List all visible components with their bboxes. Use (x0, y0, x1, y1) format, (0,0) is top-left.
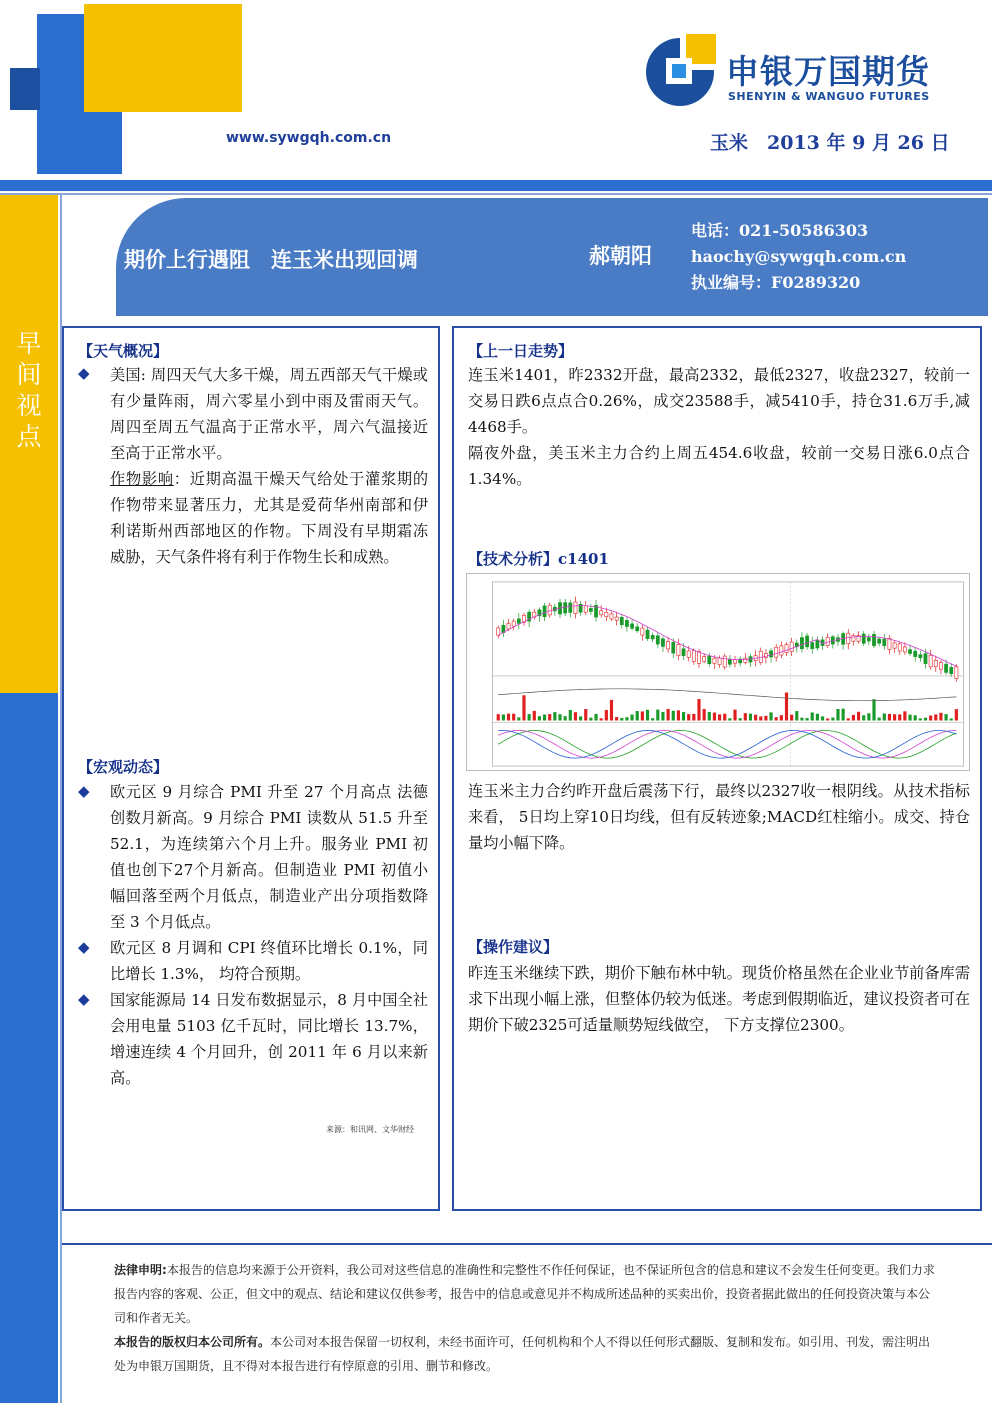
volume-bar (842, 709, 845, 721)
volume-bar (867, 713, 870, 720)
author-contact (691, 218, 906, 296)
volume-bar (507, 714, 510, 721)
source-note: 来源：和讯网、文华财经 (326, 1125, 414, 1134)
volume-bar (862, 715, 865, 720)
right-column-box (452, 326, 982, 1211)
candle-body (677, 644, 680, 655)
volume-bar (764, 716, 767, 721)
logo-english-name: SHENYIN & WANGUO FUTURES (728, 90, 930, 103)
volume-bar (574, 712, 577, 720)
candle-body (929, 655, 932, 667)
candle-body (893, 643, 896, 648)
candle-body (950, 667, 953, 673)
candle-body (667, 642, 670, 649)
macro-heading: 【宏观动态】 (78, 758, 169, 776)
candle-body (687, 651, 690, 657)
volume-bar (893, 714, 896, 720)
tech-paragraph: 连玉米主力合约昨开盘后震荡下行，最终以2327收一根阴线。从技术指标来看， 5日均上穿10日均线，但有反转迹象;MACD红柱缩小。成交、持仓量均小幅下降。 (468, 782, 970, 852)
candle-body (718, 658, 721, 664)
candle-body (908, 650, 911, 654)
weather-paragraph (110, 362, 428, 570)
volume-bar (775, 717, 778, 720)
volume-bar (512, 714, 515, 721)
candle-body (872, 634, 875, 645)
volume-bar (795, 711, 798, 720)
volume-bar (703, 709, 706, 720)
legal-statement (114, 1258, 940, 1330)
author-phone: 电话：021-50586303 (691, 221, 869, 240)
candle-body (625, 620, 628, 626)
volume-bar (543, 715, 546, 721)
candle-body (769, 651, 772, 657)
volume-bar (816, 714, 819, 721)
volume-bar (656, 710, 659, 721)
volume-bar (831, 718, 834, 721)
volume-bar (538, 716, 541, 720)
volume-bar (615, 717, 618, 720)
crop-impact-text: ：近期高温干燥天气给处于灌浆期的作物带来显著压力，尤其是爱荷华州南部和伊利诺斯州西部地区的作物。下周没有早期霜冻威胁，天气条件将有利于作物生长和成熟。 (110, 470, 428, 566)
candle-body (517, 619, 520, 624)
volume-bar (558, 714, 561, 720)
header-decoration-yellow (84, 4, 242, 112)
header-rule-thin (0, 193, 992, 195)
candle-body (852, 635, 855, 641)
candle-body (512, 621, 515, 626)
candlestick-chart (466, 573, 970, 771)
candle-body (728, 659, 731, 664)
volume-bar (950, 718, 953, 720)
candle-body (630, 624, 633, 628)
footer-rule (62, 1243, 992, 1245)
candle-body (744, 658, 747, 662)
prev-day-paragraph-2: 隔夜外盘，美玉米主力合约上周五454.6收盘，较前一交易日涨6.0点合1.34%。 (468, 444, 970, 488)
candle-body (764, 653, 767, 657)
report-author: 郝朝阳 (589, 244, 652, 268)
volume-bar (836, 709, 839, 720)
volume-bar (692, 714, 695, 721)
candle-body (692, 651, 695, 662)
candle-body (641, 628, 644, 635)
candle-body (564, 603, 567, 613)
logo-chinese-name: 申银万国期货 (726, 52, 930, 91)
candle-body (862, 634, 865, 643)
volume-bar (553, 712, 556, 720)
header-decoration-blue-small (10, 68, 40, 110)
candle-body (646, 630, 649, 639)
volume-bar (682, 712, 685, 720)
candle-body (903, 647, 906, 652)
weather-text: 美国: 周四天气大多干燥，周五西部天气干燥或有少量阵雨，周六零星小到中雨及雷雨天气。周四至周五气温高于正常水平，周六气温接近至高于正常水平。 (110, 366, 428, 462)
candle-body (703, 656, 706, 661)
volume-bar (847, 718, 850, 720)
volume-bar (878, 718, 881, 721)
volume-bar (533, 711, 536, 721)
volume-bar (517, 717, 520, 720)
sidebar-title: 早间视点 (13, 330, 42, 454)
volume-bar (800, 718, 803, 721)
candle-body (610, 614, 613, 619)
copyright-statement (114, 1330, 940, 1378)
candle-body (790, 642, 793, 652)
candle-body (883, 639, 886, 646)
left-column-box (62, 326, 440, 1211)
volume-bar (872, 699, 875, 720)
volume-bar (548, 714, 551, 720)
author-license: 执业编号：F0289320 (691, 273, 861, 292)
volume-bar (672, 711, 675, 721)
volume-bar (908, 715, 911, 721)
candle-body (816, 640, 819, 648)
volume-bar (739, 718, 742, 720)
volume-bar (584, 709, 587, 720)
tech-heading: 【技术分析】c1401 (468, 550, 609, 568)
candle-body (615, 617, 618, 620)
volume-bar (806, 718, 809, 720)
logo-mark-icon (642, 32, 718, 108)
candle-body (888, 638, 891, 649)
volume-bar (914, 715, 917, 720)
volume-bar (522, 695, 525, 720)
advice-paragraph: 昨连玉米继续下跌，期价下触布林中轨。现货价格虽然在企业业节前备库需求下出现小幅上涨，但整体仍较为低迷。考虑到假期临近，建议投资者可在期价下破2325可适量顺势短线做空， 下方支撑位2300。 (468, 964, 970, 1034)
macro-item-3: 国家能源局 14 日发布数据显示，8 月中国全社会用电量 5103 亿千瓦时，同比增长 13.7%，增速连续 4 个月回升，创 2011 年 6 月以来新高。 (110, 991, 428, 1087)
volume-bar (744, 713, 747, 720)
candle-body (785, 645, 788, 653)
volume-bar (605, 710, 608, 721)
candle-body (919, 655, 922, 658)
volume-bar (708, 712, 711, 720)
candle-body (548, 605, 551, 615)
volume-bar (754, 715, 757, 721)
candle-body (569, 603, 572, 613)
volume-bar (502, 714, 505, 720)
macro-item-2: 欧元区 8 月调和 CPI 终值环比增长 0.1%，同比增长 1.3%， 均符合预期。 (110, 939, 428, 983)
candle-body (656, 636, 659, 644)
candle-body (806, 636, 809, 647)
advice-heading: 【操作建议】 (468, 938, 559, 956)
volume-bar (636, 711, 639, 720)
volume-bar (929, 716, 932, 721)
bullet-diamond-icon: ◆ (78, 990, 90, 1008)
volume-bar (759, 716, 762, 720)
candle-body (584, 606, 587, 612)
volume-bar (569, 710, 572, 720)
candle-body (878, 639, 881, 643)
legal-label: 法律申明: (114, 1263, 167, 1277)
volume-bar (888, 714, 891, 721)
volume-bar (718, 714, 721, 720)
volume-bar (687, 714, 690, 720)
volume-bar (728, 718, 731, 720)
candle-body (543, 606, 546, 617)
volume-bar (713, 713, 716, 721)
volume-bar (594, 714, 597, 721)
volume-bar (600, 718, 603, 720)
volume-bar (579, 716, 582, 720)
volume-bar (667, 709, 670, 721)
volume-bar (620, 718, 623, 721)
candle-body (600, 611, 603, 615)
candle-body (661, 639, 664, 647)
bullet-diamond-icon: ◆ (78, 364, 90, 382)
volume-bar (749, 714, 752, 721)
report-title: 期价上行遇阻 连玉米出现回调 (124, 248, 418, 272)
title-banner (116, 198, 988, 316)
report-date: 玉米 2013 年 9 月 26 日 (710, 132, 950, 154)
weather-heading: 【天气概况】 (78, 342, 169, 360)
candle-body (697, 652, 700, 664)
candle-body (507, 623, 510, 629)
candle-body (914, 651, 917, 656)
volume-bar (821, 716, 824, 720)
candle-body (723, 656, 726, 667)
candle-body (924, 654, 927, 664)
volume-bar (826, 719, 829, 721)
candle-body (939, 663, 942, 669)
volume-bar (944, 714, 947, 720)
macro-item-1: 欧元区 9 月综合 PMI 升至 27 个月高点 法德创数月新高。9 月综合 PMI 读数从 51.5 升至 52.1，为连续第六个月上升。服务业 PMI 初值也创下27个月新高。但制造业 PMI 初值小幅回落至两个月低点，制造业产出分项指数降至 3 个月低点。 (110, 783, 428, 931)
candle-body (780, 646, 783, 655)
candle-body (811, 643, 814, 649)
volume-bar (497, 714, 500, 720)
volume-bar (852, 715, 855, 721)
volume-bar (723, 714, 726, 721)
prev-day-heading: 【上一日走势】 (468, 342, 574, 360)
candle-body (800, 638, 803, 649)
volume-bar (883, 713, 886, 720)
volume-bar (785, 693, 788, 721)
author-email[interactable]: haochy@sywgqh.com.cn (691, 247, 907, 266)
candle-body (620, 617, 623, 624)
volume-bar (790, 715, 793, 721)
copyright-text: 本公司对本报告保留一切权利，未经书面许可，任何机构和个人不得以任何形式翻版、复制和发布。如引用、刊发，需注明出处为申银万国期货，且不得对本报告进行有悖原意的引用、删节和修改。 (114, 1335, 931, 1373)
volume-bar (677, 710, 680, 720)
volume-bar (610, 700, 613, 721)
candle-body (934, 660, 937, 666)
candle-body (944, 664, 947, 672)
candle-body (651, 635, 654, 639)
bullet-diamond-icon: ◆ (78, 938, 90, 956)
volume-bar (661, 712, 664, 721)
copyright-label: 本报告的版权归本公司所有。 (114, 1335, 271, 1349)
volume-bar (924, 718, 927, 721)
volume-bar (780, 715, 783, 720)
volume-bar (589, 718, 592, 721)
candle-body (589, 608, 592, 611)
volume-bar (641, 711, 644, 720)
candle-body (682, 649, 685, 656)
header-rule (0, 180, 992, 191)
candle-body (733, 660, 736, 664)
website-link[interactable]: www.sywgqh.com.cn (226, 130, 392, 146)
candle-body (708, 656, 711, 664)
candle-body (898, 644, 901, 651)
crop-impact-label: 作物影响 (110, 470, 174, 488)
candle-body (867, 638, 870, 641)
candle-body (775, 647, 778, 657)
candle-body (847, 633, 850, 644)
candle-body (636, 627, 639, 631)
volume-bar (733, 710, 736, 721)
candle-body (672, 642, 675, 653)
volume-bar (811, 712, 814, 720)
volume-bar (646, 710, 649, 721)
bullet-diamond-icon: ◆ (78, 782, 90, 800)
volume-bar (939, 713, 942, 721)
chart-background (469, 574, 968, 770)
volume-bar (528, 714, 531, 720)
volume-bar (625, 717, 628, 720)
volume-bar (630, 715, 633, 721)
volume-bar (564, 716, 567, 720)
volume-bar (697, 699, 700, 720)
company-logo (642, 32, 942, 112)
volume-bar (898, 714, 901, 720)
volume-bar (934, 714, 937, 720)
sidebar-blue (0, 693, 58, 1403)
prev-day-paragraph-1: 连玉米1401，昨2332开盘，最高2332，最低2327，收盘2327，较前一交易日跌6点点合0.26%，成交23588手，减5410手，持仓31.6万手,减4468手。 (468, 366, 970, 436)
volume-bar (903, 711, 906, 720)
volume-bar (857, 712, 860, 721)
legal-text: 本报告的信息均来源于公开资料，我公司对这些信息的准确性和完整性不作任何保证，也不保证所包含的信息和建议不会发生任何变更。我们力求报告内容的客观、公正，但文中的观点、结论和建议仅供参考，报告中的信息或意见并不构成所述品种的买卖出价，投资者据此做出的任何投资决策与本公司和作者无关。 (114, 1263, 935, 1325)
volume-bar (769, 712, 772, 720)
legal-footer (114, 1258, 940, 1378)
candle-body (713, 658, 716, 663)
volume-bar (651, 718, 654, 720)
candle-body (605, 612, 608, 616)
candle-body (574, 602, 577, 614)
volume-bar (919, 718, 922, 720)
candle-body (955, 667, 958, 679)
volume-bar (955, 709, 958, 720)
